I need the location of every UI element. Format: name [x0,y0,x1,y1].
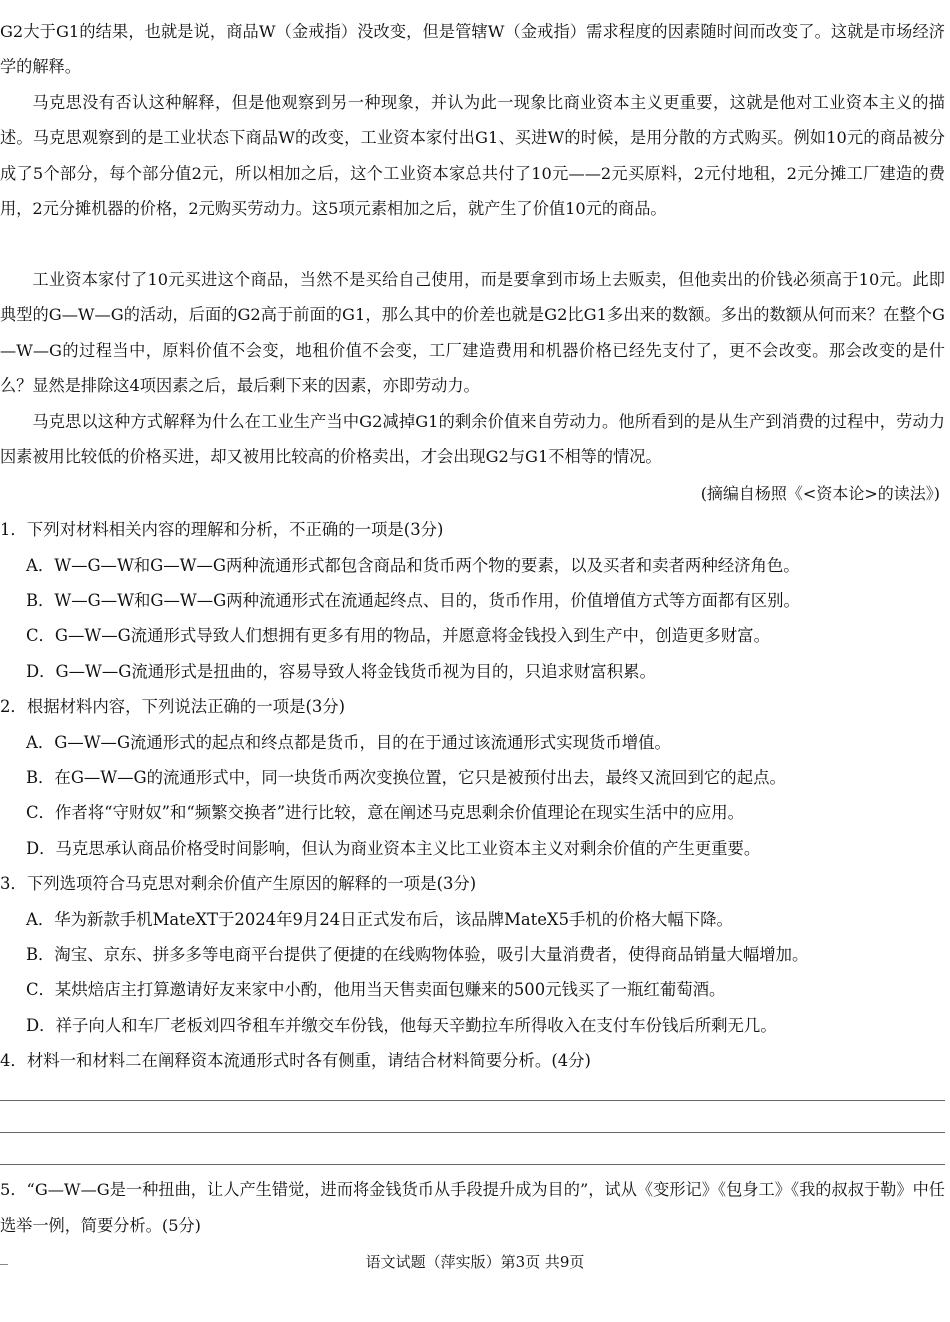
question-3-stem: 3．下列选项符合马克思对剩余价值产生原因的解释的一项是(3分) [0,874,477,893]
passage-paragraph-1: G2大于G1的结果，也就是说，商品W（金戒指）没改变，但是管辖W（金戒指）需求程度的因素随时间而改变了。这就是市场经济学的解释。 [0,22,945,77]
question-3-option-c: C．某烘焙店主打算邀请好友来家中小酌，他用当天售卖面包赚来的500元钱买了一瓶红葡萄酒。 [26,980,726,999]
question-1-option-b: B．W—G—W和G—W—G两种流通形式在流通起终点、目的，货币作用，价值增值方式等方面都有区别。 [26,591,800,610]
question-4-stem: 4．材料一和材料二在阐释资本流通形式时各有侧重，请结合材料简要分析。(4分) [0,1051,591,1070]
passage-paragraph-2: 马克思没有否认这种解释，但是他观察到另一种现象，并认为此一现象比商业资本主义更重要，这就是他对工业资本主义的描述。马克思观察到的是工业状态下商品W的改变，工业资本家付出G1、买进W的时候，是用分散的方式购买。例如10元的商品被分成了5个部分，每个部分值2元，所以相加之后，这个工业资本家总共付了10元——2元买原料，2元付地租，2元分摊工厂建造的费用，2元分摊机器的价格，2元购买劳动力。这5项元素相加之后，就产生了价值10元的商品。 [0,93,945,219]
passage-paragraph-3: 工业资本家付了10元买进这个商品，当然不是买给自己使用，而是要拿到市场上去贩卖，但他卖出的价钱必须高于10元。此即典型的G—W—G的活动，后面的G2高于前面的G1，那么其中的价差也就是G2比G1多出来的数额。多出的数额从何而来？在整个G—W—G的过程当中，原料价值不会变，地租价值不会变，工厂建造费用和机器价格已经先支付了，更不会改变。那会改变的是什么？显然是排除这4项因素之后，最后剩下来的因素，亦即劳动力。 [0,270,945,396]
question-2-option-c: C．作者将“守财奴”和“频繁交换者”进行比较，意在阐述马克思剩余价值理论在现实生活中的应用。 [26,803,745,822]
question-1-option-d: D．G—W—G流通形式是扭曲的，容易导致人将金钱货币视为目的，只追求财富积累。 [26,662,656,681]
question-2-option-b: B．在G—W—G的流通形式中，同一块货币两次变换位置，它只是被预付出去，最终又流回到它的起点。 [26,768,786,787]
question-1-stem: 1．下列对材料相关内容的理解和分析，不正确的一项是(3分) [0,520,444,539]
question-3-option-d: D．祥子向人和车厂老板刘四爷租车并缴交车份钱，他每天辛勤拉车所得收入在支付车份钱后所剩无几。 [26,1016,777,1035]
question-2-option-d: D．马克思承认商品价格受时间影响，但认为商业资本主义比工业资本主义对剩余价值的产生更重要。 [26,839,761,858]
question-2-stem: 2．根据材料内容，下列说法正确的一项是(3分) [0,697,346,716]
answer-line-1 [0,1100,945,1101]
page-footer: 语文试题（萍实版）第3页 共9页 [365,1253,585,1271]
question-1-option-c: C．G—W—G流通形式导致人们想拥有更多有用的物品，并愿意将金钱投入到生产中，创造更多财富。 [26,626,770,645]
question-1-option-a: A．W—G—W和G—W—G两种流通形式都包含商品和货币两个物的要素，以及买者和卖者两种经济角色。 [26,556,800,575]
passage-source: (摘编自杨照《<资本论>的读法》) [700,484,940,503]
passage-paragraph-4: 马克思以这种方式解释为什么在工业生产当中G2减掉G1的剩余价值来自劳动力。他所看到的是从生产到消费的过程中，劳动力因素被用比较低的价格买进，却又被用比较高的价格卖出，才会出现G2与G1不相等的情况。 [0,412,945,467]
answer-line-2 [0,1132,945,1133]
question-3-option-a: A．华为新款手机MateXT于2024年9月24日正式发布后，该品牌MateX5手机的价格大幅下降。 [26,910,733,929]
answer-line-3 [0,1164,945,1165]
question-5-stem: 5．“G—W—G是一种扭曲，让人产生错觉，进而将金钱货币从手段提升成为目的”，试从《变形记》《包身工》《我的叔叔于勒》中任选举一例，简要分析。(5分) [0,1180,945,1235]
question-3-option-b: B．淘宝、京东、拼多多等电商平台提供了便捷的在线购物体验，吸引大量消费者，使得商品销量大幅增加。 [26,945,809,964]
question-2-option-a: A．G—W—G流通形式的起点和终点都是货币，目的在于通过该流通形式实现货币增值。 [26,733,671,752]
